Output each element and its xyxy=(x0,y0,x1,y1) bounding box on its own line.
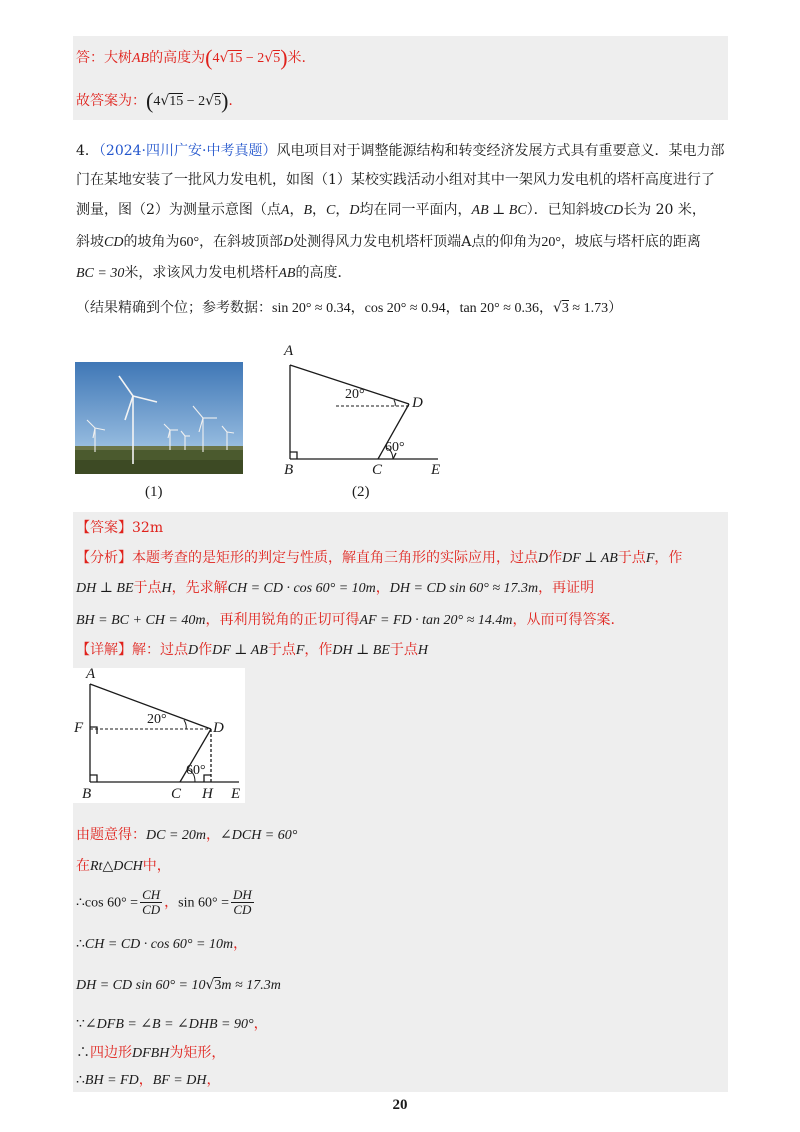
problem-line-6: （结果精确到个位；参考数据：sin 20° ≈ 0.34，cos 20° ≈ 0.94，tan 20° ≈ 0.36，√3 ≈ 1.73） xyxy=(76,300,623,316)
fig2-label-e: E xyxy=(431,462,441,478)
answer-line: 【答案】32m xyxy=(76,520,164,536)
detail-line: 【详解】解：过点D作DF ⊥ AB于点F，作DH ⊥ BE于点H xyxy=(76,642,428,658)
step-6: ∵∠DFB = ∠B = ∠DHB = 90°， xyxy=(76,1016,268,1032)
previous-final-answer: 故答案为：(4√15 − 2√5). xyxy=(76,88,233,113)
wind-turbine-photo xyxy=(75,362,243,474)
figure-2-caption: (2) xyxy=(352,484,370,500)
analysis-line-2: DH ⊥ BE于点H，先求解CH = CD · cos 60° = 10m，DH = CD sin 60° ≈ 17.3m，再证明 xyxy=(76,580,595,596)
step-4: ∴CH = CD · cos 60° = 10m， xyxy=(76,936,248,952)
analysis-line-3: BH = BC + CH = 40m，再利用锐角的正切可得AF = FD · tan 20° ≈ 14.4m，从而可得答案. xyxy=(76,612,615,628)
fig2-label-c: C xyxy=(372,462,383,478)
fig2-angle-60: 60° xyxy=(385,440,405,455)
problem-line-4: 斜坡CD的坡角为60°，在斜坡顶部D处测得风力发电机塔杆顶端A点的仰角为20°，坡底与塔杆底的距离 xyxy=(76,234,701,250)
problem-line-5: BC = 30米，求该风力发电机塔杆AB的高度． xyxy=(76,265,352,281)
problem-line-1: 4．（2024·四川广安·中考真题）风电项目对于调整能源结构和转变经济发展方式具有重要意义．某电力部 xyxy=(76,143,725,159)
step-1: 由题意得：DC = 20m，∠DCH = 60° xyxy=(76,827,298,843)
analysis-line-1: 【分析】本题考查的是矩形的判定与性质，解直角三角形的实际应用，过点D作DF ⊥ AB于点F，作 xyxy=(76,550,683,566)
fig3-label-c: C xyxy=(171,786,182,802)
measurement-diagram xyxy=(278,340,458,480)
previous-answer-line: 答：大树AB的高度为(4√15 − 2√5)米. xyxy=(76,45,306,70)
fig3-label-f: F xyxy=(74,720,84,736)
fig3-label-d: D xyxy=(213,720,224,736)
fig2-label-a: A xyxy=(284,343,294,359)
step-3: ∴cos 60° = $\frac{CH}{CD}$ ，sin 60° = $\frac{DH}{CD}$ xyxy=(76,887,252,917)
problem-line-3: 测量，图（2）为测量示意图（点A，B，C，D均在同一平面内，AB ⊥ BC）．已知斜坡CD长为 20 米， xyxy=(76,202,706,218)
step-8: ∴BH = FD，BF = DH， xyxy=(76,1072,221,1088)
figure-1-caption: (1) xyxy=(145,484,163,500)
step-2: 在Rt△DCH中， xyxy=(76,858,171,874)
page-number: 20 xyxy=(392,1097,408,1113)
fig3-angle-60: 60° xyxy=(186,763,206,778)
fig3-angle-20: 20° xyxy=(147,712,167,727)
fig3-label-b: B xyxy=(82,786,92,802)
step-7: ∴四边形DFBH为矩形， xyxy=(76,1045,226,1061)
fig2-label-d: D xyxy=(412,395,423,411)
fig2-angle-20: 20° xyxy=(345,387,365,402)
problem-line-2: 门在某地安装了一批风力发电机，如图（1）某校实践活动小组对其中一架风力发电机的塔杆高度进行了 xyxy=(76,172,715,188)
fig2-label-b: B xyxy=(284,462,294,478)
step-5: DH = CD sin 60° = 10√3m ≈ 17.3m xyxy=(76,977,281,993)
fig3-label-a: A xyxy=(86,666,96,682)
problem-source: （2024·四川广安·中考真题） xyxy=(98,143,277,159)
fig3-label-e: E xyxy=(231,786,241,802)
fig3-label-h: H xyxy=(202,786,213,802)
